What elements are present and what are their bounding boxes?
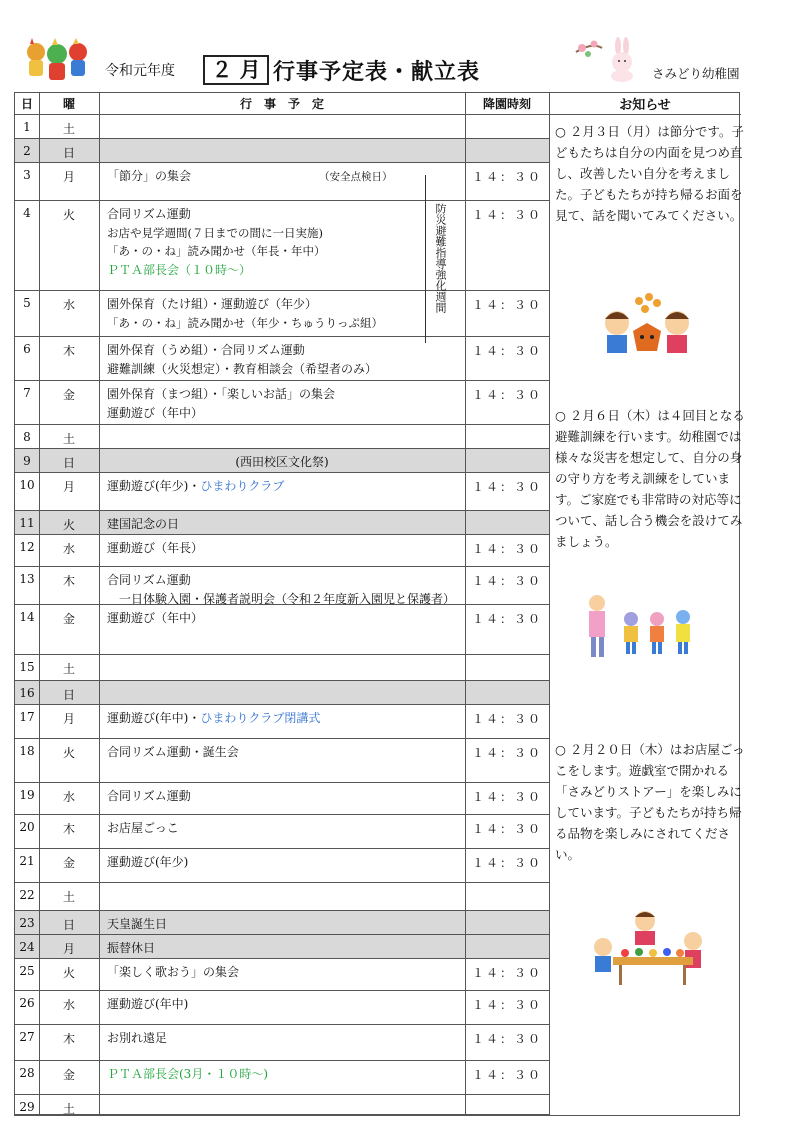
row-day: 24: [19, 940, 35, 954]
row-weekday: 土: [62, 1102, 75, 1116]
table-row: [15, 991, 549, 1025]
row-day: 12: [19, 540, 35, 554]
event-line: 運動遊び（年中）: [107, 405, 204, 420]
row-events: [99, 201, 465, 279]
notice-mark: ○: [555, 408, 566, 423]
row-weekday: 土: [62, 662, 75, 676]
row-events: [99, 991, 465, 1014]
event-highlight: ひまわりクラブ閉講式: [200, 711, 321, 725]
row-events: [99, 163, 465, 186]
event-line: 建国記念の日: [107, 517, 180, 531]
table-row: [15, 381, 549, 425]
event-line: ＰＴＡ部長会（１０時～）: [107, 262, 252, 277]
event-line: (西田校区文化祭): [235, 455, 329, 469]
row-weekday: 日: [62, 456, 75, 470]
row-events: [99, 911, 465, 934]
row-day: 18: [19, 744, 35, 758]
fiscal-year: 令和元年度: [105, 63, 175, 79]
row-weekday: 土: [62, 122, 75, 136]
table-row: [15, 337, 549, 381]
row-weekday: 金: [62, 612, 75, 626]
table-row: [15, 115, 549, 139]
table-row: [15, 291, 549, 337]
row-events: [99, 883, 465, 887]
table-row: [15, 449, 549, 473]
row-events: [99, 291, 465, 332]
row-weekday: 土: [62, 432, 75, 446]
row-day: 3: [23, 168, 31, 182]
table-row: [15, 815, 549, 849]
row-weekday: 水: [62, 542, 75, 556]
row-day: 14: [19, 610, 35, 624]
row-dismissal-time: １４：３０: [471, 170, 542, 184]
event-line: 天皇誕生日: [107, 917, 168, 931]
divider: [39, 93, 40, 1115]
row-dismissal-time: [465, 449, 549, 454]
row-dismissal-time: １４：３０: [471, 712, 542, 726]
row-events: [99, 739, 465, 762]
row-day: 2: [23, 144, 31, 158]
table-row: [15, 1025, 549, 1061]
event-line: [107, 709, 465, 728]
row-events: [99, 681, 465, 685]
event-line: お店や見学週間(７日までの間に一日実施): [107, 225, 323, 240]
row-weekday: 金: [62, 388, 75, 402]
row-dismissal-time: [465, 911, 549, 916]
shop-play-illustration: [585, 907, 715, 989]
row-weekday: 木: [62, 1032, 75, 1046]
row-weekday: 日: [62, 688, 75, 702]
row-dismissal-time: [465, 1095, 549, 1100]
event-line: 「節分」の集会: [107, 169, 192, 183]
event-line: 合同リズム運動: [107, 573, 191, 587]
row-events: [99, 1061, 465, 1084]
event-line: 合同リズム運動・誕生会: [107, 745, 239, 759]
table-row: [15, 567, 549, 605]
table-row: [15, 535, 549, 567]
row-events: [99, 1095, 465, 1099]
row-day: 15: [19, 660, 35, 674]
setsubun-illustration: [597, 289, 697, 359]
table-row: [15, 681, 549, 705]
row-day: 23: [19, 916, 35, 930]
divider: [99, 93, 100, 1115]
row-day: 27: [19, 1030, 35, 1044]
row-dismissal-time: [465, 655, 549, 660]
row-dismissal-time: １４：３０: [471, 790, 542, 804]
row-events: [99, 655, 465, 659]
evacuation-drill-illustration: [579, 593, 719, 663]
event-note: （安全点検日）: [319, 171, 393, 183]
row-dismissal-time: １４：３０: [471, 746, 542, 760]
row-day: 16: [19, 686, 35, 700]
divider: [465, 93, 466, 1115]
col-header-events: 行 事 予 定: [99, 93, 465, 115]
row-events: [99, 381, 465, 422]
table-row: [15, 605, 549, 655]
row-dismissal-time: １４：３０: [471, 208, 542, 222]
row-weekday: 月: [62, 480, 75, 494]
page-title: 行事予定表・献立表: [273, 59, 481, 85]
event-line: 合同リズム運動: [107, 789, 191, 803]
table-row: [15, 935, 549, 959]
row-day: 8: [23, 430, 31, 444]
event-line: 運動遊び(年少)・: [107, 479, 201, 493]
event-highlight: ひまわりクラブ: [200, 479, 285, 493]
event-line: お店屋ごっこ: [107, 821, 179, 835]
row-weekday: 月: [62, 170, 75, 184]
row-dismissal-time: １４：３０: [471, 542, 542, 556]
row-dismissal-time: [465, 883, 549, 888]
row-weekday: 水: [62, 790, 75, 804]
row-dismissal-time: １４：３０: [471, 1068, 542, 1082]
notice-evacuation-drill: [555, 405, 745, 552]
row-events: [99, 449, 465, 472]
row-events: [99, 783, 465, 806]
rabbit-plum-illustration: [572, 34, 642, 82]
event-line: 園外保育（うめ組）・合同リズム運動: [107, 343, 305, 357]
row-events: [99, 705, 465, 728]
row-day: 25: [19, 964, 35, 978]
row-dismissal-time: １４：３０: [471, 856, 542, 870]
row-dismissal-time: １４：３０: [471, 998, 542, 1012]
event-line: 「あ・の・ね」読み聞かせ（年長・年中）: [107, 244, 326, 258]
row-events: [99, 605, 465, 628]
event-line: 一日体験入園・保護者説明会（令和２年度新入園児と保護者）: [119, 591, 456, 606]
row-weekday: 月: [62, 712, 75, 726]
table-row: [15, 425, 549, 449]
row-dismissal-time: [465, 425, 549, 430]
table-row: [15, 473, 549, 511]
row-events: [99, 535, 465, 558]
divider: [549, 93, 550, 1115]
row-dismissal-time: １４：３０: [471, 574, 542, 588]
table-row: [15, 849, 549, 883]
event-line: 「楽しく歌おう」の集会: [107, 965, 240, 979]
row-events: [99, 473, 465, 496]
row-weekday: 火: [62, 746, 75, 760]
row-events: [99, 567, 465, 608]
row-dismissal-time: [465, 115, 549, 120]
table-row: [15, 655, 549, 681]
row-weekday: 木: [62, 822, 75, 836]
schedule-table: [14, 92, 745, 1116]
row-day: 9: [23, 454, 31, 468]
month-box: ２ 月: [203, 55, 269, 85]
table-row: [15, 739, 549, 783]
row-weekday: 水: [62, 298, 75, 312]
notice-mark: ○: [555, 742, 566, 757]
row-day: 13: [19, 572, 35, 586]
table-row: [15, 959, 549, 991]
notice-setsubun: [555, 121, 745, 226]
row-weekday: 火: [62, 208, 75, 222]
row-day: 26: [19, 996, 35, 1010]
row-events: [99, 849, 465, 872]
row-day: 11: [19, 516, 35, 530]
notice-text: ２月３日（月）は節分です。子どもたちは自分の内面を見つめ直し、改善したい自分を考えました。子どもたちが持ち帰るお面を見て、話を聞いてみてください。: [555, 124, 744, 223]
notice-text: ２月２０日（木）はお店屋ごっこをします。遊戯室で開かれる「さみどりストアー」を楽しみにしています。子どもたちが持ち帰る品物を楽しみにされてください。: [555, 742, 745, 862]
row-dismissal-time: １４：３０: [471, 612, 542, 626]
col-header-day: 日: [15, 93, 39, 115]
col-header-notice: お知らせ: [549, 93, 741, 115]
table-row: [15, 883, 549, 911]
event-line: 合同リズム運動: [107, 207, 191, 221]
row-dismissal-time: １４：３０: [471, 966, 542, 980]
table-row: [15, 163, 549, 201]
side-label: 防災避難指導強化週間: [434, 203, 447, 313]
notice-shop-play: [555, 739, 745, 865]
row-events: [99, 337, 465, 378]
table-row: [15, 705, 549, 739]
row-dismissal-time: [465, 511, 549, 516]
row-weekday: 日: [62, 146, 75, 160]
notice-mark: ○: [555, 124, 566, 139]
school-name: さみどり幼稚園: [652, 66, 740, 81]
row-events: [99, 115, 465, 119]
row-day: 19: [19, 788, 35, 802]
row-weekday: 金: [62, 856, 75, 870]
row-events: [99, 959, 465, 982]
row-day: 7: [23, 386, 31, 400]
row-dismissal-time: １４：３０: [471, 822, 542, 836]
row-weekday: 木: [62, 574, 75, 588]
event-line: [107, 477, 465, 496]
notice-text: ２月６日（木）は４回目となる避難訓練を行います。幼稚園では様々な災害を想定して、自分の身の守り方を考え訓練をしています。ご家庭でも非常時の対応等について、話し合う機会を設けてみましょう。: [555, 408, 745, 549]
row-day: 6: [23, 342, 31, 356]
row-weekday: 土: [62, 890, 75, 904]
row-events: [99, 425, 465, 429]
row-dismissal-time: [465, 681, 549, 686]
event-line: 運動遊び(年中): [107, 997, 189, 1011]
row-weekday: 日: [62, 918, 75, 932]
event-line: 園外保育（たけ組）・運動遊び（年少）: [107, 297, 318, 311]
row-weekday: 金: [62, 1068, 75, 1082]
row-day: 28: [19, 1066, 35, 1080]
event-line: 避難訓練（火災想定）・教育相談会（希望者のみ）: [107, 361, 378, 376]
event-line: お別れ遠足: [107, 1031, 168, 1045]
event-line: 運動遊び(年少): [107, 855, 189, 869]
row-day: 21: [19, 854, 35, 868]
event-line: 運動遊び(年中)・: [107, 711, 201, 725]
row-day: 1: [23, 120, 31, 134]
row-day: 10: [19, 478, 35, 492]
row-weekday: 火: [62, 966, 75, 980]
col-header-dow: 曜: [39, 93, 99, 115]
row-weekday: 月: [62, 942, 75, 956]
row-day: 22: [19, 888, 35, 902]
col-header-time: 降園時刻: [465, 93, 549, 115]
table-row: [15, 1095, 549, 1115]
row-dismissal-time: [465, 935, 549, 940]
row-dismissal-time: １４：３０: [471, 480, 542, 494]
row-events: [99, 139, 465, 143]
row-events: [99, 935, 465, 958]
row-day: 4: [23, 206, 31, 220]
row-events: [99, 815, 465, 838]
table-row: [15, 1061, 549, 1095]
row-day: 20: [19, 820, 35, 834]
table-row: [15, 783, 549, 815]
row-dismissal-time: １４：３０: [471, 298, 542, 312]
row-weekday: 水: [62, 998, 75, 1012]
table-row: [15, 201, 549, 291]
row-weekday: 火: [62, 518, 75, 532]
event-line: 「あ・の・ね」読み聞かせ（年少・ちゅうりっぷ組）: [107, 315, 383, 330]
row-day: 17: [19, 710, 35, 724]
row-dismissal-time: １４：３０: [471, 1032, 542, 1046]
page-header: [0, 0, 800, 92]
event-line: 振替休日: [107, 941, 156, 955]
event-line: 運動遊び（年長）: [107, 541, 204, 555]
event-line: 園外保育（まつ組）・「楽しいお話」の集会: [107, 387, 336, 401]
table-row: [15, 911, 549, 935]
event-line: 運動遊び（年中）: [107, 611, 204, 625]
row-events: [99, 511, 465, 534]
row-dismissal-time: １４：３０: [471, 388, 542, 402]
row-day: 5: [23, 296, 31, 310]
row-events: [99, 1025, 465, 1048]
table-row: [15, 511, 549, 535]
row-day: 29: [19, 1100, 35, 1114]
row-weekday: 木: [62, 344, 75, 358]
oni-children-illustration: [22, 38, 92, 84]
row-dismissal-time: [465, 139, 549, 144]
event-line: ＰＴＡ部長会(3月・１０時～): [107, 1067, 268, 1081]
row-dismissal-time: １４：３０: [471, 344, 542, 358]
table-row: [15, 139, 549, 163]
